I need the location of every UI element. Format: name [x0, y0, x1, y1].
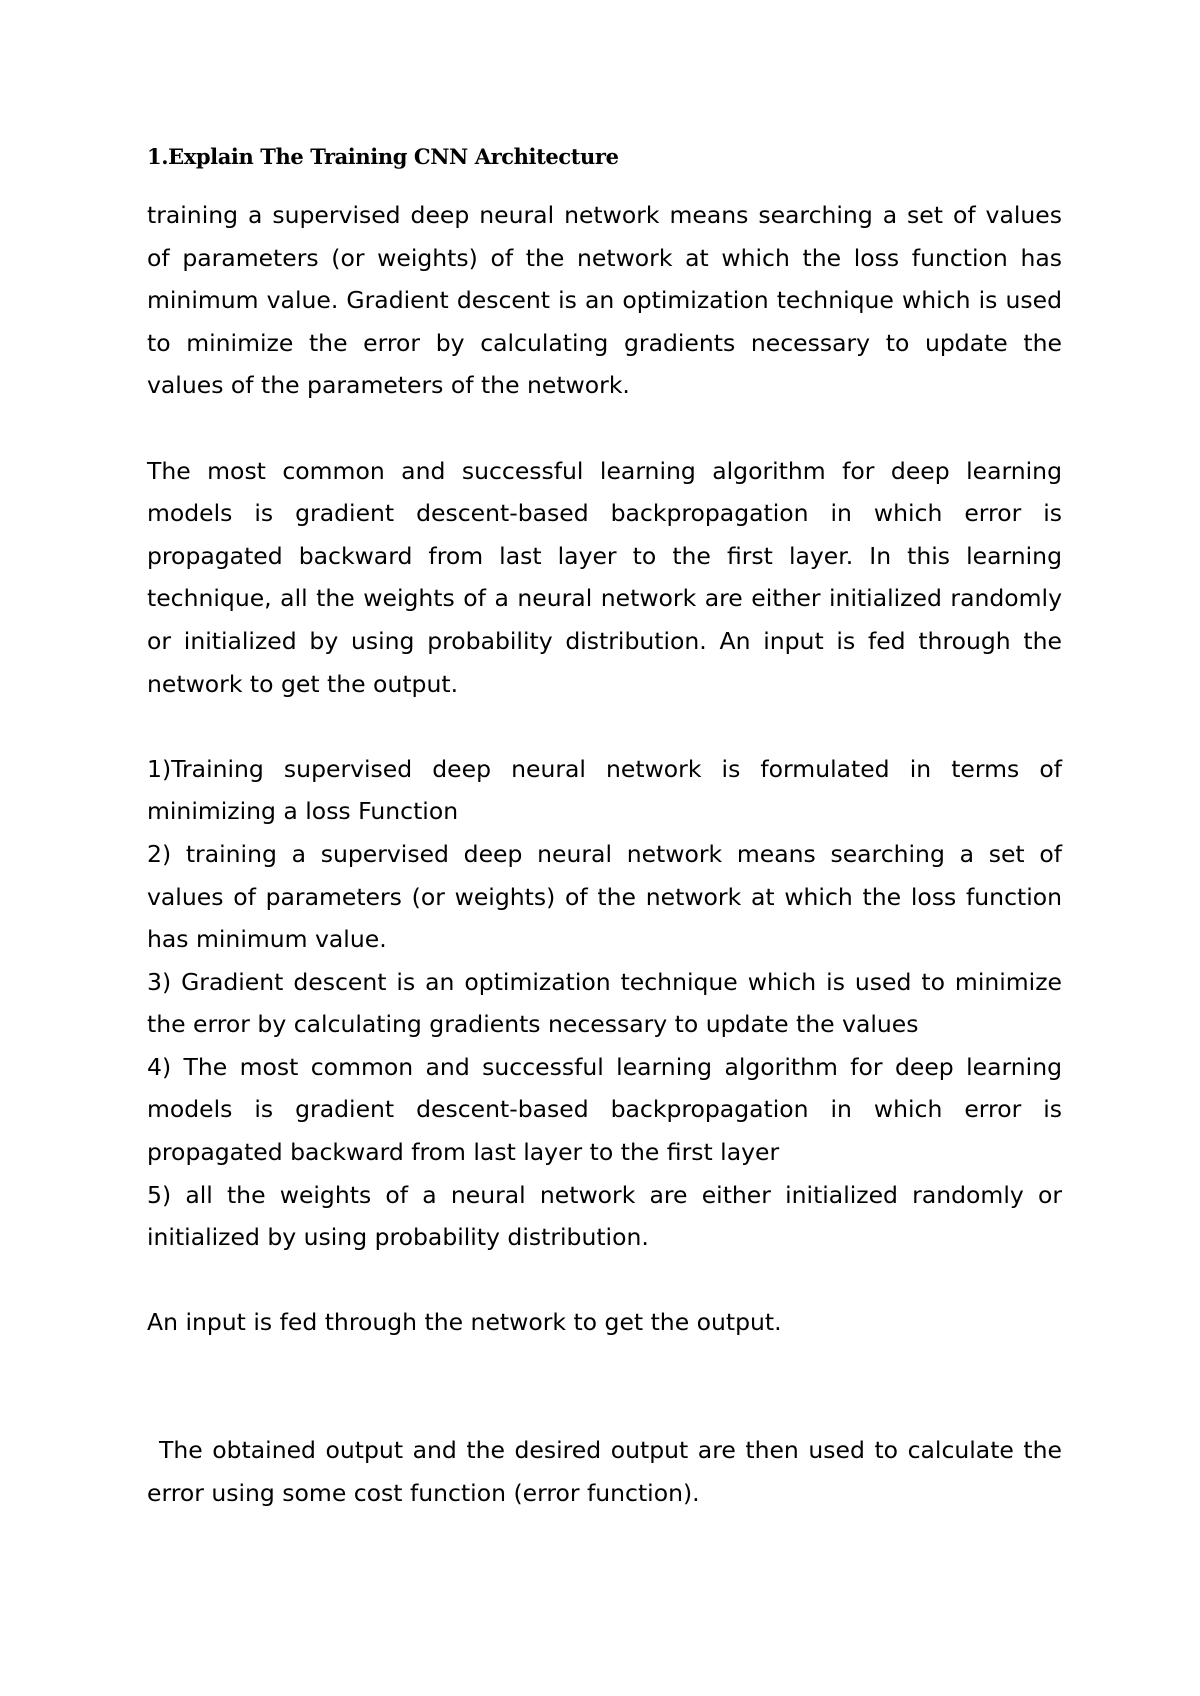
- paragraph-error-calculation: The obtained output and the desired output are then used to calculate the error using some cost function (error function).: [147, 1436, 1062, 1507]
- list-item: 4) The most common and successful learning algorithm for deep learning models is gradient descent-based backpropagation in which error is propagated backward from last layer to the first layer: [147, 1052, 1062, 1167]
- paragraph-backpropagation: The most common and successful learning algorithm for deep learning models is gradient descent-based backpropagation in which error is propagated backward from last layer to the first layer. In this learning technique, all the weights of a neural network are either initialized randomly or initialized by using probability distribution. An input is fed through the network to get the output.: [147, 456, 1062, 698]
- paragraph-spacer: [147, 705, 1062, 748]
- paragraph-spacer: [147, 1259, 1062, 1302]
- list-item: 3) Gradient descent is an optimization technique which is used to minimize the error by calculating gradients necessary to update the values: [147, 967, 1062, 1039]
- numbered-points-list: [147, 748, 1062, 1259]
- document-heading: 1.Explain The Training CNN Architecture: [147, 144, 619, 169]
- list-item: 1)Training supervised deep neural network is formulated in terms of minimizing a loss Function: [147, 754, 1062, 826]
- paragraph-training-definition: training a supervised deep neural network means searching a set of values of parameters (or weights) of the network at which the loss function has minimum value. Gradient descent is an optimization technique which is used to minimize the error by calculating gradients necessary to update the values of the parameters of the network.: [147, 201, 1062, 400]
- paragraph-spacer: [147, 407, 1062, 450]
- document-body: [147, 142, 1062, 1514]
- paragraph-input-fed: An input is fed through the network to get the output.: [147, 1308, 782, 1337]
- list-item: 2) training a supervised deep neural network means searching a set of values of parameters (or weights) of the network at which the loss function has minimum value.: [147, 839, 1062, 954]
- list-item: 5) all the weights of a neural network are either initialized randomly or initialized by using probability distribution.: [147, 1180, 1062, 1252]
- paragraph-spacer: [147, 1344, 1062, 1429]
